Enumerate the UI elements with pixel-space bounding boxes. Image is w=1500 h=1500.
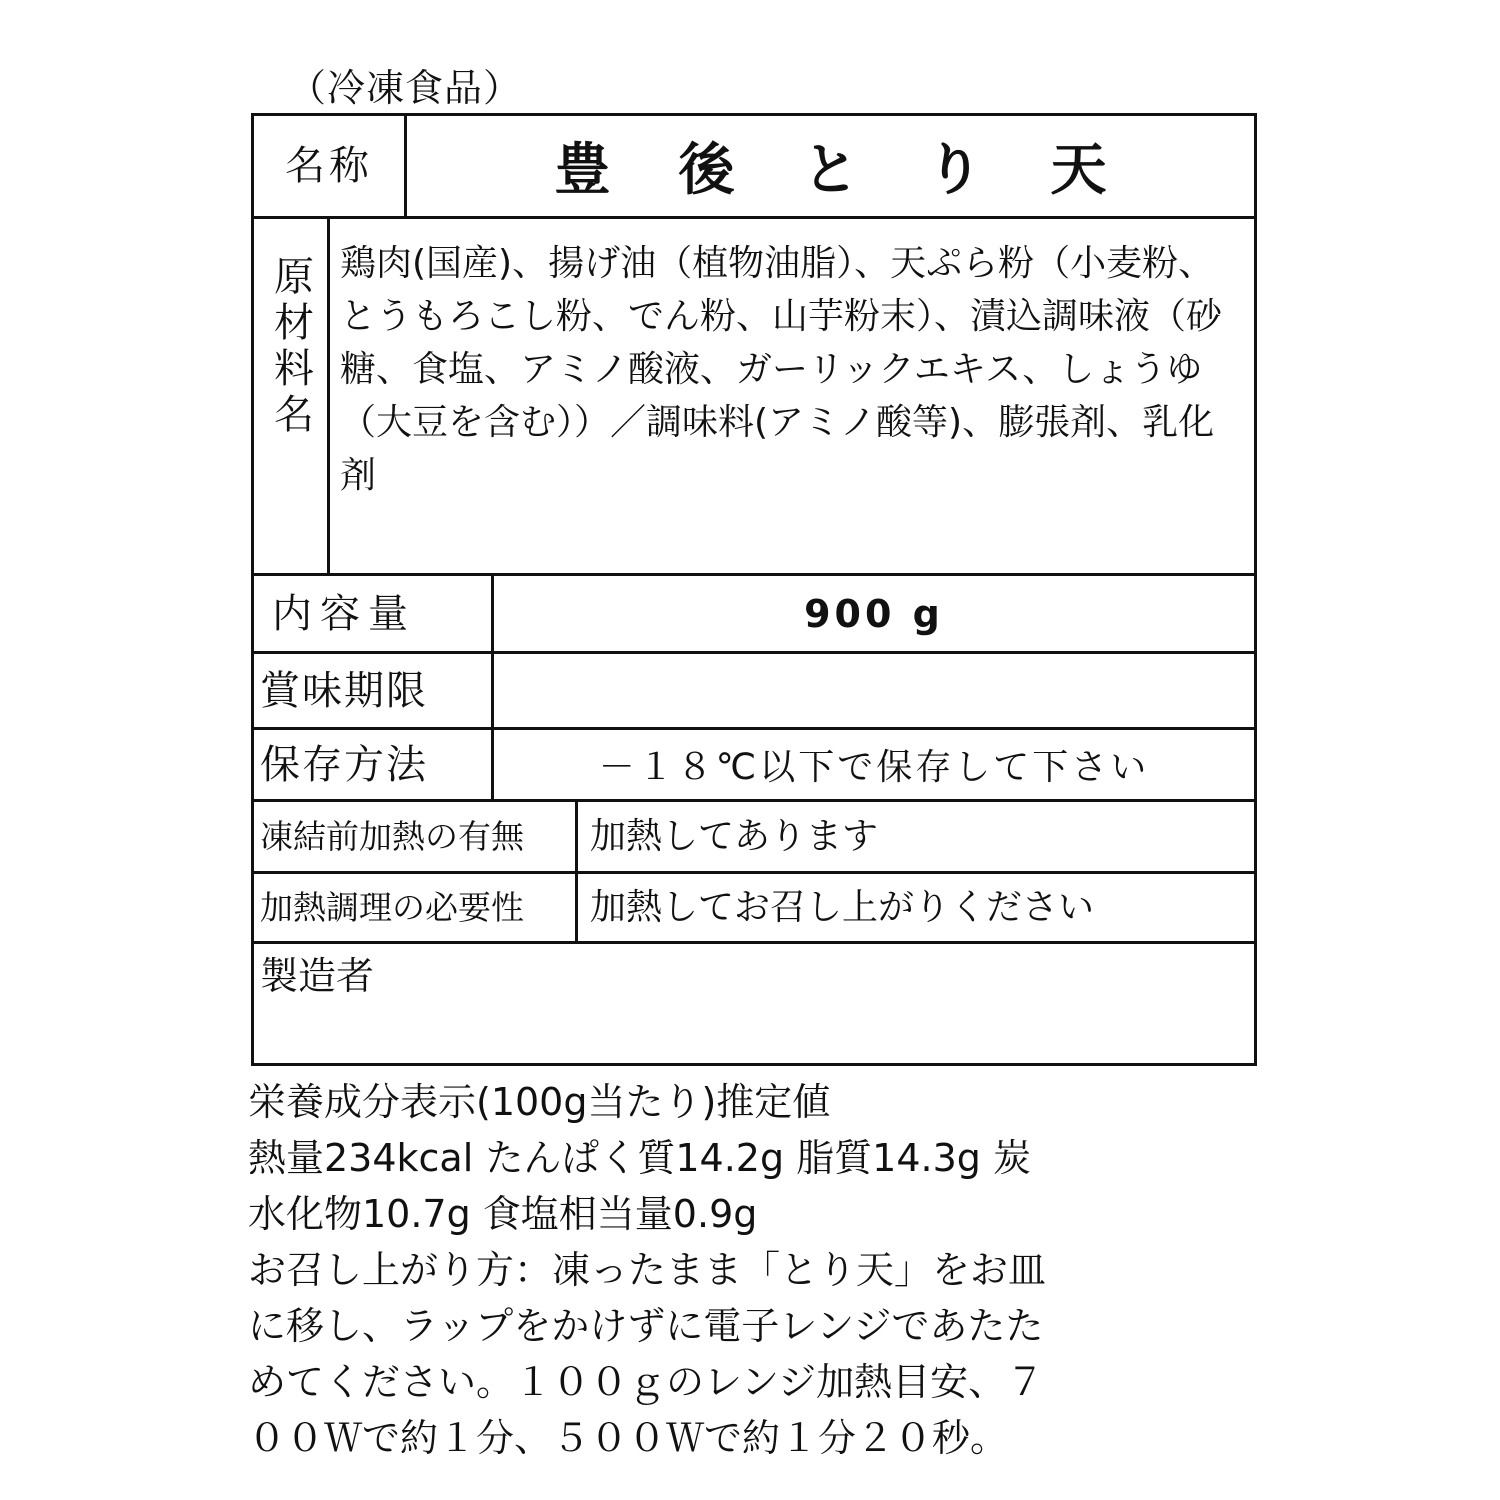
name-key: 名称 — [285, 143, 373, 189]
expiry-key-cell — [254, 654, 494, 727]
weight-row — [254, 576, 1254, 654]
preheat-key-cell — [254, 802, 578, 871]
preheat-key: 凍結前加熱の有無 — [260, 816, 524, 856]
cooking-row — [254, 874, 1254, 944]
expiry-key: 賞味期限 — [260, 667, 428, 714]
preheat-row — [254, 802, 1254, 874]
storage-key: 保存方法 — [260, 741, 428, 788]
manufacturer-key-cell — [254, 944, 1254, 1066]
cooking-value-cell — [578, 874, 1254, 941]
ingredients-value-cell — [330, 219, 1254, 573]
storage-row — [254, 730, 1254, 802]
cooking-value: 加熱してお召し上がりください — [590, 886, 1095, 928]
ingredients-row — [254, 219, 1254, 576]
nutrition-heading: 栄養成分表示(100g当たり)推定値 — [248, 1080, 831, 1124]
manufacturer-row — [254, 944, 1254, 1066]
product-name: 豊後とり天 — [554, 138, 1175, 203]
expiry-value-cell — [494, 654, 1254, 727]
expiry-row — [254, 654, 1254, 730]
instructions-line-4: ００Ｗで約１分、５００Ｗで約１分２０秒。 — [248, 1416, 1009, 1460]
name-value-cell — [407, 116, 1254, 216]
cooking-key-cell — [254, 874, 578, 941]
nutrition-values-1: 熱量234kcal たんぱく質14.2g 脂質14.3g 炭 — [248, 1136, 1031, 1180]
category-label: （冷凍食品） — [288, 66, 523, 110]
storage-key-cell — [254, 730, 494, 799]
preheat-value: 加熱してあります — [590, 815, 879, 857]
name-row — [254, 116, 1254, 219]
storage-value-cell — [494, 730, 1254, 799]
cooking-key: 加熱調理の必要性 — [260, 887, 524, 927]
manufacturer-key: 製造者 — [260, 954, 375, 998]
name-key-cell — [254, 116, 407, 216]
footer-notes — [248, 1074, 1248, 1466]
instructions-line-3: めてください。１００ｇのレンジ加熱目安、７ — [248, 1360, 1045, 1404]
instructions-line-2: に移し、ラップをかけずに電子レンジであたた — [248, 1304, 1044, 1348]
weight-key-cell — [254, 576, 494, 651]
nutrition-values-2: 水化物10.7g 食塩相当量0.9g — [248, 1192, 758, 1236]
ingredients-key: 原材料名 — [267, 255, 314, 439]
weight-key: 内容量 — [272, 590, 416, 637]
preheat-value-cell — [578, 802, 1254, 871]
instructions-line-1: お召し上がり方：凍ったまま「とり天」をお皿 — [248, 1248, 1047, 1292]
weight-value-cell — [494, 576, 1254, 651]
food-label-table — [251, 113, 1257, 1066]
ingredients-value: 鶏肉(国産)、揚げ油（植物油脂）、天ぷら粉（小麦粉、とうもろこし粉、でん粉、山芋粉末）、漬込調味液（砂糖、食塩、アミノ酸液、ガーリックエキス、しょうゆ（大豆を含む））／調味料(アミノ酸等)、膨張剤、乳化剤 — [340, 243, 1223, 496]
storage-value: －１８℃以下で保存して下さい — [598, 747, 1150, 788]
weight-value: 900 g — [804, 591, 944, 636]
ingredients-key-cell — [254, 219, 330, 573]
